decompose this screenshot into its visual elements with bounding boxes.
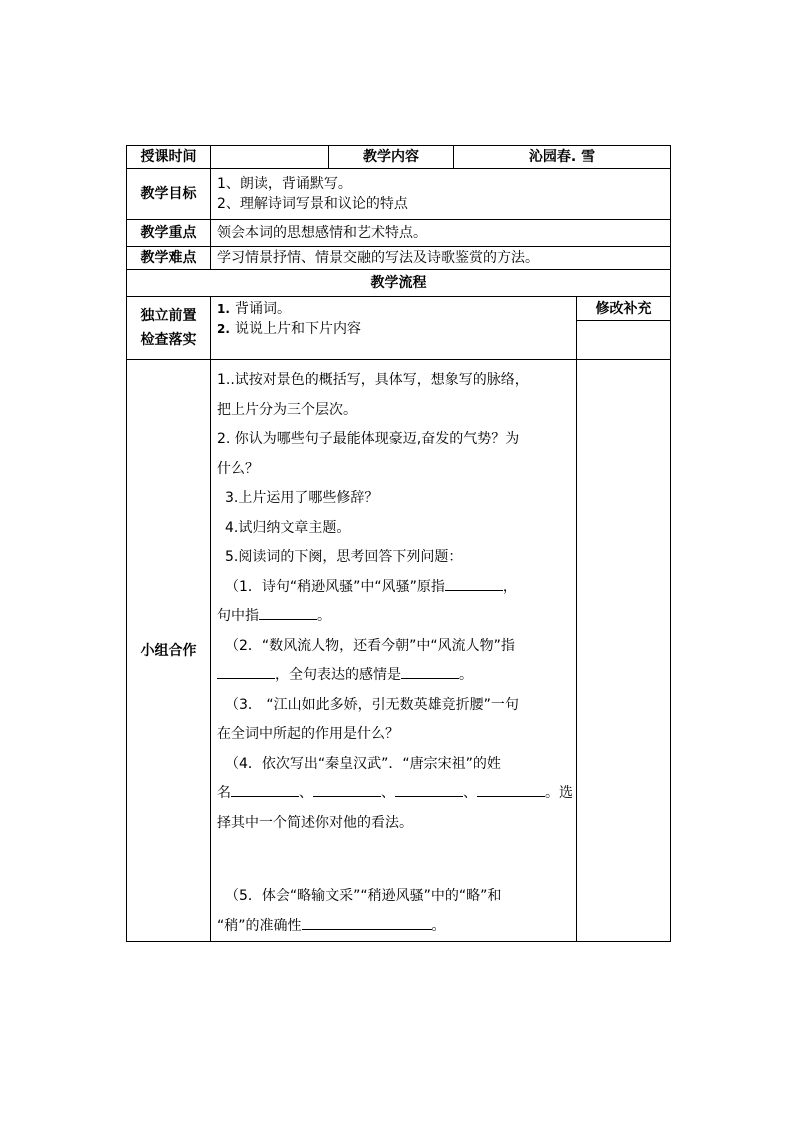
lesson-plan-table — [126, 145, 671, 942]
group-row — [127, 360, 671, 942]
process-title: 教学流程 — [127, 270, 671, 297]
question-line: 1..试按对景色的概括写，具体写，想象写的脉络， — [217, 372, 529, 388]
process-title-row — [127, 270, 671, 297]
key-point-label: 教学重点 — [127, 220, 211, 247]
question-line: 3.上片运用了哪些修辞？ — [225, 490, 379, 506]
group-questions — [211, 360, 577, 942]
key-point-row — [127, 220, 671, 247]
key-point-text: 领会本词的思想感情和艺术特点。 — [211, 220, 671, 247]
answer-blank[interactable] — [302, 916, 432, 930]
question-line: 5.阅读词的下阕，思考回答下列问题： — [225, 549, 463, 565]
question-line: （3． “江山如此多娇，引无数英雄竞折腰”一句 — [225, 696, 519, 713]
question-line: （4．依次写出“秦皇汉武”．“唐宗宋祖”的姓 — [225, 755, 501, 772]
difficulty-label: 教学难点 — [127, 247, 211, 270]
prework-label-line1: 独立前置 — [140, 308, 197, 324]
revision-label: 修改补充 — [577, 297, 671, 321]
question-line: “稍”的准确性 。 — [217, 917, 446, 934]
prework-item: 2. 说说上片和下片内容 — [217, 321, 361, 337]
difficulty-text: 学习情景抒情、情景交融的写法及诗歌鉴赏的方法。 — [211, 247, 671, 270]
answer-blank[interactable] — [231, 783, 299, 797]
goals-label: 教学目标 — [127, 169, 211, 220]
lesson-title: 沁园春. 雪 — [454, 146, 671, 169]
goals-row — [127, 169, 671, 220]
question-line: 名 、 、 、 。选 — [217, 785, 573, 801]
question-line: 把上片分为三个层次。 — [217, 401, 357, 418]
difficulty-row — [127, 247, 671, 270]
answer-blank[interactable] — [313, 783, 381, 797]
content-label: 教学内容 — [329, 146, 454, 169]
prework-row-top — [127, 297, 671, 321]
header-row — [127, 146, 671, 169]
answer-blank[interactable] — [401, 665, 459, 679]
answer-blank[interactable] — [477, 783, 545, 797]
answer-blank[interactable] — [217, 665, 275, 679]
prework-content — [211, 297, 577, 360]
question-line: ，全句表达的感情是 。 — [217, 661, 570, 691]
goal-item: 1、朗读，背诵默写。 — [217, 176, 352, 192]
spacer — [217, 838, 570, 882]
question-line: 4.试归纳文章主题。 — [225, 519, 351, 536]
question-line: 2. 你认为哪些句子最能体现豪迈,奋发的气势？为 — [217, 431, 520, 447]
question-line: （5．体会“略输文采”“稍逊风骚”中的“略”和 — [225, 888, 502, 904]
group-label: 小组合作 — [127, 360, 211, 942]
revision-cell-prework — [577, 321, 671, 360]
time-value — [211, 146, 329, 169]
answer-blank[interactable] — [259, 606, 317, 620]
answer-blank[interactable] — [445, 577, 503, 591]
question-line: 在全词中所起的作用是什么？ — [217, 726, 399, 742]
question-line: （2．“数风流人物，还看今朝”中“风流人物”指 — [225, 637, 515, 654]
prework-label-line2: 检查落实 — [140, 332, 197, 348]
revision-cell-group — [577, 360, 671, 942]
goal-item: 2、理解诗词写景和议论的特点 — [217, 196, 408, 212]
question-line: 择其中一个简述你对他的看法。 — [217, 814, 413, 831]
prework-item: 1. 背诵词。 — [217, 301, 291, 317]
question-line: 什么？ — [217, 460, 259, 477]
question-line: 句中指 。 — [217, 608, 331, 624]
prework-label — [127, 297, 211, 360]
answer-blank[interactable] — [395, 783, 463, 797]
time-label: 授课时间 — [127, 146, 211, 169]
question-line: （1．诗句“稍逊风骚”中“风骚”原指 ， — [225, 578, 517, 595]
goals-content — [211, 169, 671, 220]
